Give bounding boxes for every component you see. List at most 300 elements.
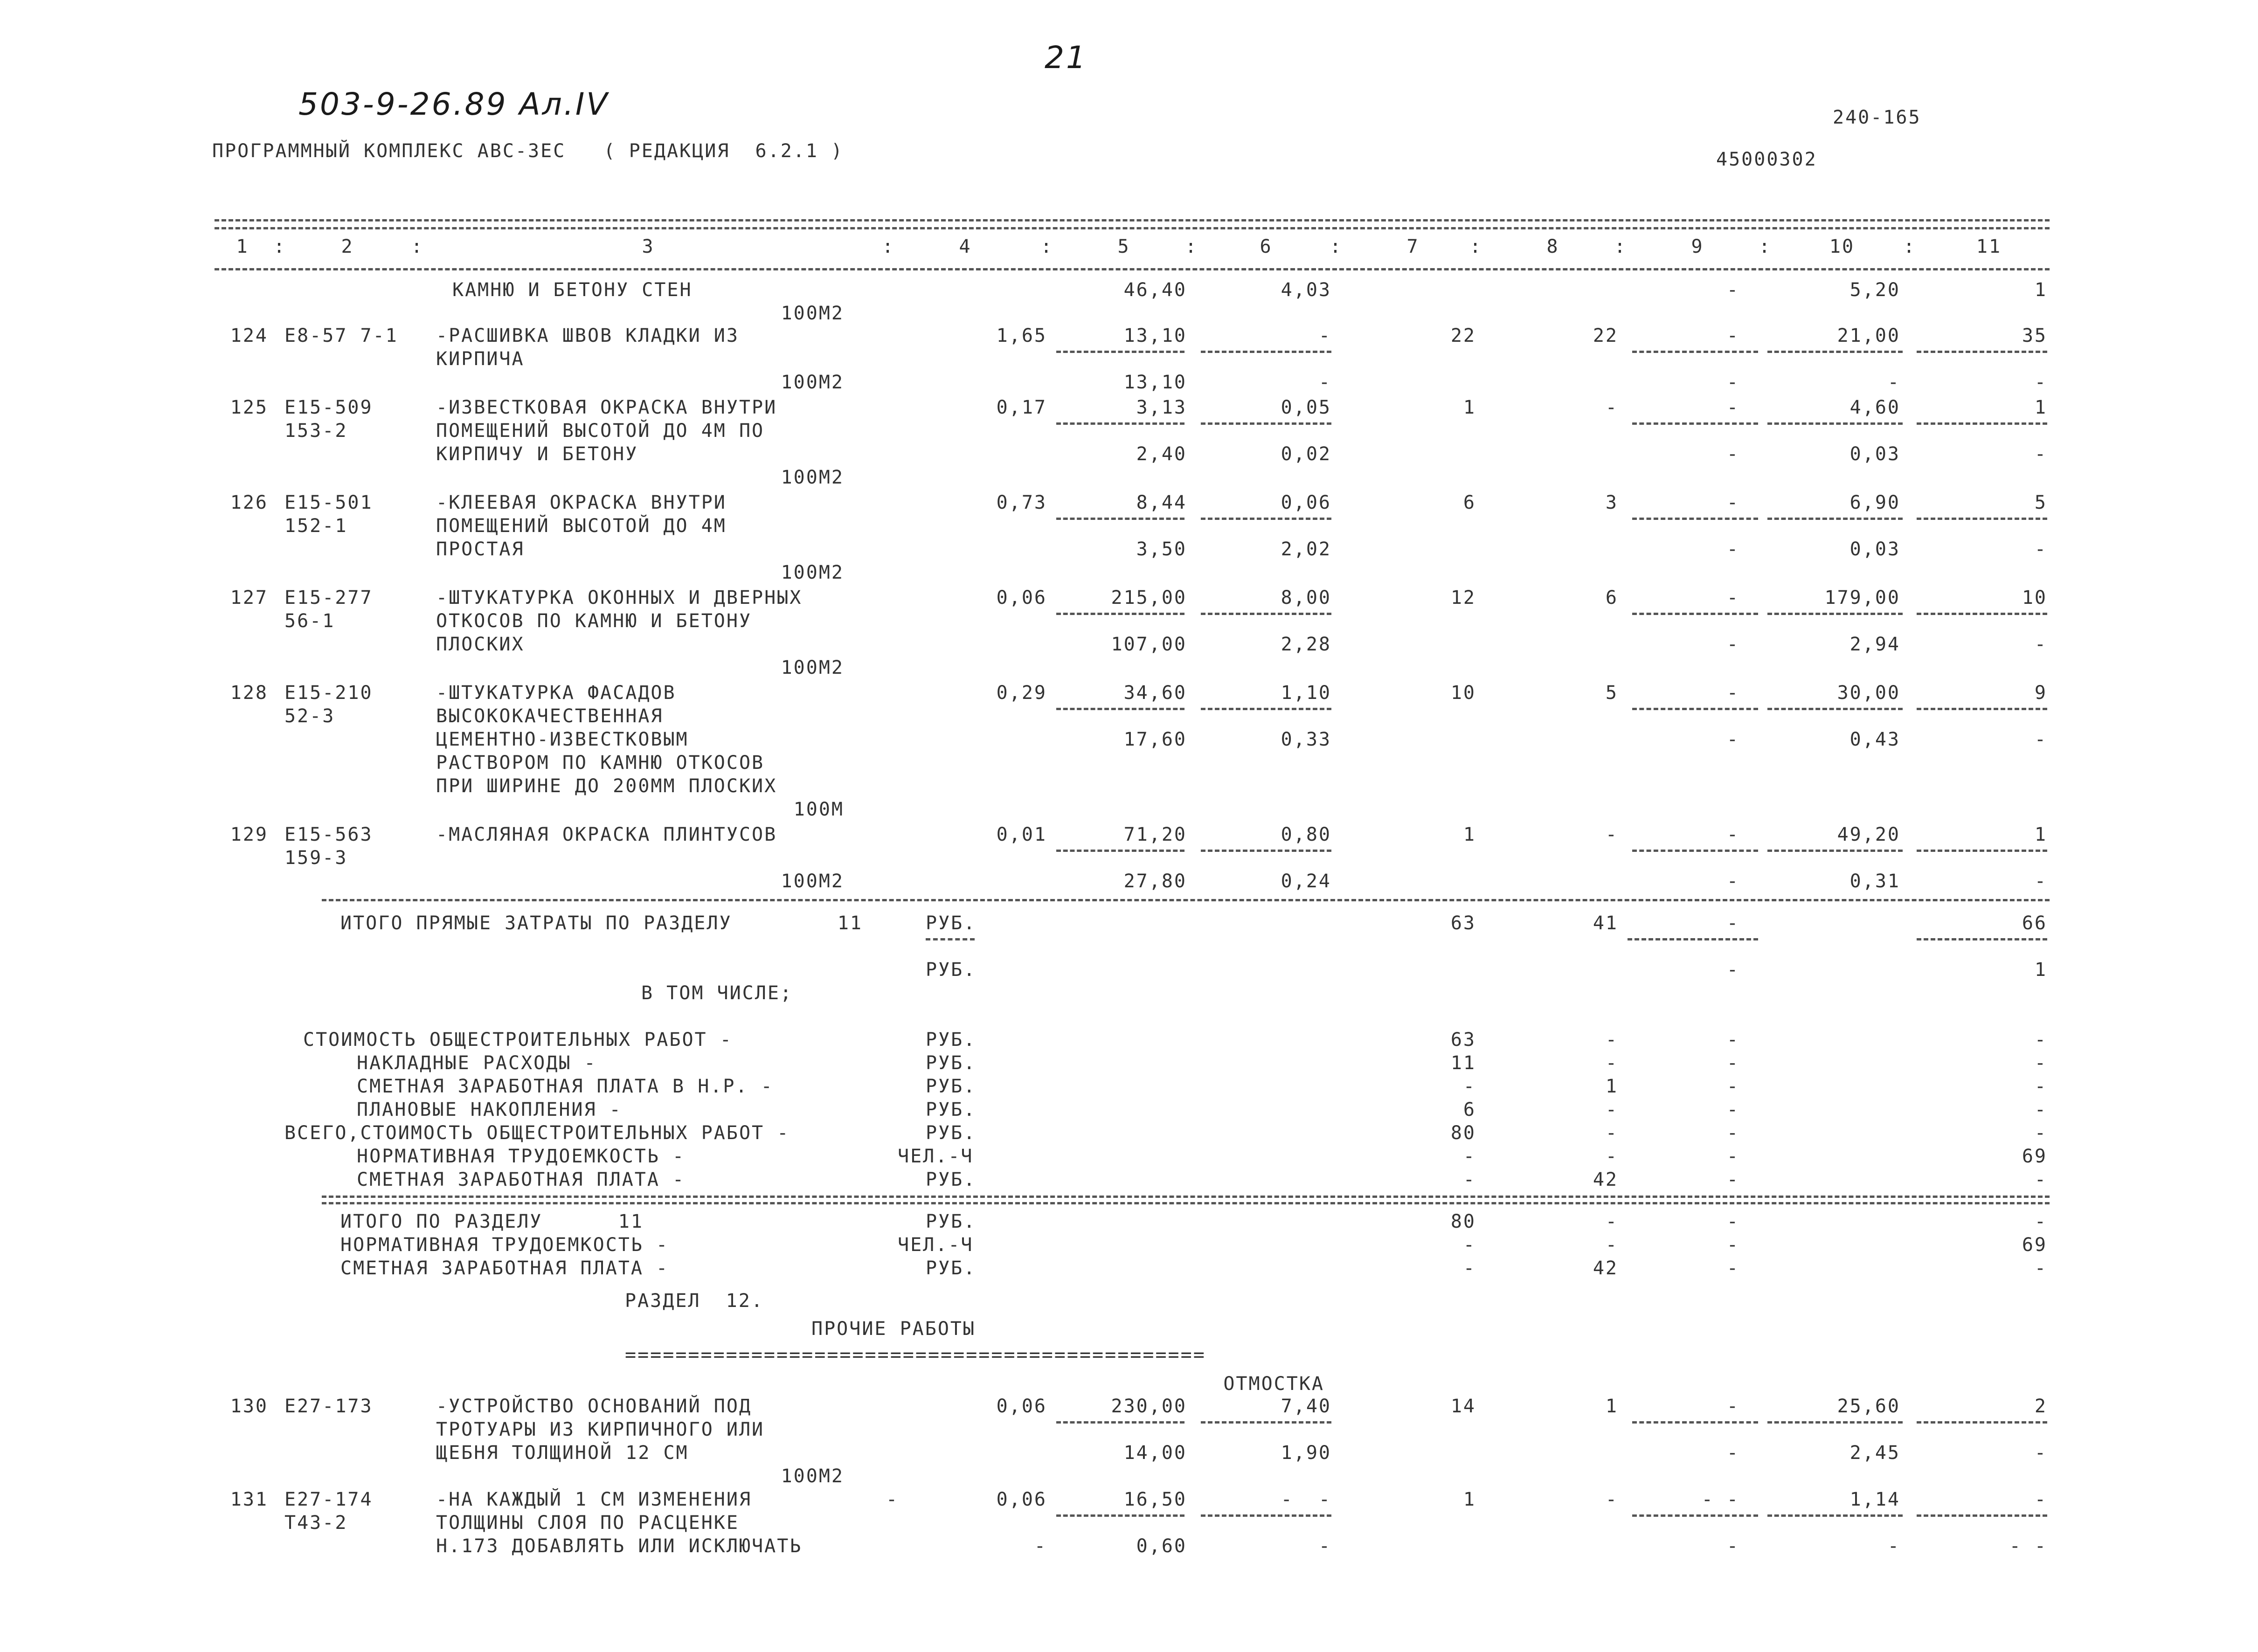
subtotal-rule <box>1917 518 2047 520</box>
value-c6b: - <box>1318 372 1331 393</box>
total-direct-unit: РУБ. <box>926 912 977 934</box>
including-label: В ТОМ ЧИСЛЕ; <box>641 982 793 1004</box>
column-header-1: 1 <box>236 236 249 257</box>
document-id: 45000302 <box>1716 149 1817 170</box>
value-c5b: 107,00 <box>1111 634 1187 655</box>
subtotal-rule <box>1056 613 1184 615</box>
cell-text: - <box>1726 1029 1739 1051</box>
norm-code: Е15-277 <box>284 587 373 608</box>
work-description: ПРИ ШИРИНЕ ДО 200ММ ПЛОСКИХ <box>436 775 777 797</box>
cell-text: - <box>1726 1169 1739 1190</box>
value-c6: - <box>1318 325 1331 346</box>
value-c11: 35 <box>2022 325 2047 346</box>
section-total-unit: РУБ. <box>926 1211 977 1232</box>
value-c4: 0,01 <box>996 824 1047 845</box>
cell-text: - <box>1605 1146 1618 1167</box>
subtotal-rule <box>1767 351 1903 353</box>
value-c10: 5,20 <box>1849 279 1900 301</box>
cell-text: 63 <box>1450 912 1476 934</box>
subtotal-rule <box>1632 850 1758 852</box>
subtotal-rule <box>1201 850 1331 852</box>
value-c5b: 17,60 <box>1123 729 1187 750</box>
value-c6: 1,10 <box>1281 682 1331 704</box>
value-c5: 34,60 <box>1123 682 1187 704</box>
value-c8: 22 <box>1593 325 1618 346</box>
norm-code: 159-3 <box>284 847 348 869</box>
value-c7: 14 <box>1450 1396 1476 1417</box>
value-c7: 1 <box>1463 824 1476 845</box>
row-number: 131 <box>230 1489 268 1510</box>
total-line-label: НАКЛАДНЫЕ РАСХОДЫ - <box>357 1052 597 1074</box>
note-label: ОТМОСТКА <box>1223 1373 1324 1395</box>
value-c4b: - <box>1034 1535 1047 1557</box>
cell-text: - <box>1463 1169 1476 1190</box>
value-c10b: 2,45 <box>1849 1442 1900 1464</box>
subtotal-rule <box>1056 351 1184 353</box>
unit-measure: 100М <box>793 799 844 820</box>
cell-text: 11 <box>1450 1052 1476 1074</box>
total-line-unit: РУБ. <box>926 1122 977 1144</box>
value-c9b: - <box>1726 539 1739 560</box>
column-header-10: 10 <box>1829 236 1855 257</box>
subtotal-rule <box>1767 1514 1903 1517</box>
value-c5: 46,40 <box>1123 279 1187 301</box>
value-c9: - <box>1726 325 1739 346</box>
unit-measure: 100М2 <box>781 657 844 678</box>
subtotal-rule <box>1917 1514 2047 1517</box>
section-total-label: СМЕТНАЯ ЗАРАБОТНАЯ ПЛАТА - <box>340 1258 669 1279</box>
table-top-rule <box>215 219 2050 221</box>
work-description: РАСТВОРОМ ПО КАМНЮ ОТКОСОВ <box>436 752 765 774</box>
column-header-2: 2 <box>341 236 354 257</box>
subtotal-rule <box>1632 422 1758 425</box>
value-c4: 0,06 <box>996 587 1047 608</box>
value-c9: - <box>1726 587 1739 608</box>
cell-text: - <box>1726 1258 1739 1279</box>
value-c6b: 0,24 <box>1281 871 1331 892</box>
value-c9: - <box>1726 279 1739 301</box>
norm-code: Е8-57 7-1 <box>284 325 398 346</box>
subtotal-rule <box>1201 351 1331 353</box>
section-underline: ============================================== <box>625 1344 1206 1366</box>
total-line-unit: РУБ. <box>926 1076 977 1097</box>
value-c11b: - <box>2034 1442 2047 1464</box>
value-c9: - <box>1726 682 1739 704</box>
value-c9b: - <box>1726 634 1739 655</box>
subtotal-rule <box>1917 613 2047 615</box>
value-c11b: - <box>2034 443 2047 465</box>
value-c11b: - <box>2034 871 2047 892</box>
value-c7: 1 <box>1463 1489 1476 1510</box>
section-subtitle: ПРОЧИЕ РАБОТЫ <box>811 1318 976 1340</box>
value-c8: 1 <box>1605 1396 1618 1417</box>
value-c4: 1,65 <box>996 325 1047 346</box>
value-c5b: 27,80 <box>1123 871 1187 892</box>
value-c5: 230,00 <box>1111 1396 1187 1417</box>
column-separator: : <box>1903 236 1916 257</box>
value-c4: 0,29 <box>996 682 1047 704</box>
work-description: ПРОСТАЯ <box>436 539 525 560</box>
value-c9: - <box>1726 1396 1739 1417</box>
norm-code: Е15-509 <box>284 397 373 418</box>
subtotal-rule <box>1632 518 1758 520</box>
work-description: ЦЕМЕНТНО-ИЗВЕСТКОВЫМ <box>436 729 689 750</box>
work-description: -ИЗВЕСТКОВАЯ ОКРАСКА ВНУТРИ <box>436 397 777 418</box>
subtotal-rule <box>1767 850 1903 852</box>
value-c11: 10 <box>2022 587 2047 608</box>
subtotal-rule <box>1056 1421 1184 1424</box>
value-c7: 1 <box>1463 397 1476 418</box>
cell-text: - <box>2034 1052 2047 1074</box>
cell-text: 42 <box>1593 1258 1618 1279</box>
subtotal-rule <box>1056 708 1184 710</box>
column-separator: : <box>1185 236 1198 257</box>
subtotal-rule <box>1767 708 1903 710</box>
value-c5: 3,13 <box>1136 397 1187 418</box>
unit-measure: 100М2 <box>781 372 844 393</box>
work-description: -НА КАЖДЫЙ 1 СМ ИЗМЕНЕНИЯ <box>436 1489 752 1510</box>
value-c10: 21,00 <box>1837 325 1900 346</box>
value-c10b: 0,03 <box>1849 539 1900 560</box>
value-c10b: - <box>1887 1535 1900 1557</box>
work-description: -МАСЛЯНАЯ ОКРАСКА ПЛИНТУСОВ <box>436 824 777 845</box>
total-line-label: СТОИМОСТЬ ОБЩЕСТРОИТЕЛЬНЫХ РАБОТ - <box>303 1029 733 1051</box>
row-number: 130 <box>230 1396 268 1417</box>
cell-text: - <box>1726 959 1739 981</box>
dash-mark: - <box>886 1489 899 1510</box>
value-c7: 22 <box>1450 325 1476 346</box>
value-c5b: 0,60 <box>1136 1535 1187 1557</box>
cell-text: - <box>1463 1258 1476 1279</box>
work-description: КАМНЮ И БЕТОНУ СТЕН <box>452 279 693 301</box>
value-c9b: - <box>1726 1535 1739 1557</box>
section-rule <box>322 899 2050 901</box>
value-c9b: - <box>1726 729 1739 750</box>
value-c5b: 14,00 <box>1123 1442 1187 1464</box>
section-rule <box>322 1202 2050 1204</box>
value-c6: 0,80 <box>1281 824 1331 845</box>
norm-code: Е15-210 <box>284 682 373 704</box>
row-number: 127 <box>230 587 268 608</box>
cell-text: 63 <box>1450 1029 1476 1051</box>
value-c9b: - <box>1726 443 1739 465</box>
value-c11: 2 <box>2034 1396 2047 1417</box>
total-direct-section: 11 <box>837 912 863 934</box>
row-number: 125 <box>230 397 268 418</box>
work-description: ТОЛЩИНЫ СЛОЯ ПО РАСЦЕНКЕ <box>436 1512 739 1534</box>
value-c10b: 0,03 <box>1849 443 1900 465</box>
column-header-6: 6 <box>1260 236 1273 257</box>
value-c11b: - <box>2034 729 2047 750</box>
cell-text: - <box>1726 912 1739 934</box>
norm-code: Е15-563 <box>284 824 373 845</box>
value-c9: - <box>1726 492 1739 513</box>
value-c6b: 0,02 <box>1281 443 1331 465</box>
norm-code: Т43-2 <box>284 1512 348 1534</box>
work-description: ПЛОСКИХ <box>436 634 525 655</box>
cell-text: - <box>1726 1076 1739 1097</box>
total-line-unit: РУБ. <box>926 1052 977 1074</box>
value-c8: - <box>1605 1489 1618 1510</box>
cell-text: - <box>2034 1029 2047 1051</box>
cell-text: 1 <box>1605 1076 1618 1097</box>
column-separator: : <box>1040 236 1053 257</box>
header-bottom-rule <box>215 268 2050 270</box>
column-separator: : <box>1469 236 1482 257</box>
cell-text: - <box>1463 1234 1476 1256</box>
subtotal-rule <box>1201 1421 1331 1424</box>
cell-text: - <box>1726 1146 1739 1167</box>
work-description: ПОМЕЩЕНИЙ ВЫСОТОЙ ДО 4М <box>436 515 727 537</box>
cell-text: - <box>1726 1211 1739 1232</box>
column-separator: : <box>1759 236 1772 257</box>
short-rule <box>1917 938 2047 940</box>
work-description: ТРОТУАРЫ ИЗ КИРПИЧНОГО ИЛИ <box>436 1419 765 1440</box>
value-c6b: 2,02 <box>1281 539 1331 560</box>
subtotal-rule <box>1632 1514 1758 1517</box>
work-description: КИРПИЧУ И БЕТОНУ <box>436 443 638 465</box>
work-description: ПОМЕЩЕНИЙ ВЫСОТОЙ ДО 4М ПО <box>436 420 765 442</box>
value-c5b: 3,50 <box>1136 539 1187 560</box>
cell-text: - <box>1605 1122 1618 1144</box>
subtotal-rule <box>1917 708 2047 710</box>
program-title: ПРОГРАММНЫЙ КОМПЛЕКС АВС-3ЕС ( РЕДАКЦИЯ 6.2.1 ) <box>212 140 844 162</box>
row-number: 124 <box>230 325 268 346</box>
cell-text: 6 <box>1463 1099 1476 1120</box>
value-c9: - <box>1726 397 1739 418</box>
cell-text: 80 <box>1450 1211 1476 1232</box>
subtotal-rule <box>1632 613 1758 615</box>
subtotal-rule <box>1201 613 1331 615</box>
value-c4: 0,06 <box>996 1396 1047 1417</box>
page-number: 21 <box>1045 40 1087 76</box>
work-description: ОТКОСОВ ПО КАМНЮ И БЕТОНУ <box>436 610 752 632</box>
unit-measure: 100М2 <box>781 467 844 488</box>
total-line-label: СМЕТНАЯ ЗАРАБОТНАЯ ПЛАТА - <box>357 1169 686 1190</box>
total-line-label: ВСЕГО,СТОИМОСТЬ ОБЩЕСТРОИТЕЛЬНЫХ РАБОТ - <box>284 1122 790 1144</box>
subtotal-rule <box>1917 351 2047 353</box>
value-c6b: 0,33 <box>1281 729 1331 750</box>
value-c10b: 0,43 <box>1849 729 1900 750</box>
value-c9b: - <box>1726 1442 1739 1464</box>
value-c8: 3 <box>1605 492 1618 513</box>
value-c6b: 2,28 <box>1281 634 1331 655</box>
value-c9: - <box>1726 824 1739 845</box>
column-header-11: 11 <box>1976 236 2002 257</box>
section-total-label: ИТОГО ПО РАЗДЕЛУ 11 <box>340 1211 644 1232</box>
work-description: -ШТУКАТУРКА ФАСАДОВ <box>436 682 676 704</box>
value-c10b: 2,94 <box>1849 634 1900 655</box>
value-c7: 10 <box>1450 682 1476 704</box>
subtotal-rule <box>1632 1421 1758 1424</box>
value-c5: 71,20 <box>1123 824 1187 845</box>
value-c4: 0,73 <box>996 492 1047 513</box>
subtotal-rule <box>1201 422 1331 425</box>
subtotal-rule <box>1767 518 1903 520</box>
cell-text: - <box>1605 1052 1618 1074</box>
value-c9: - - <box>1701 1489 1739 1510</box>
value-c10: 6,90 <box>1849 492 1900 513</box>
norm-code: 56-1 <box>284 610 335 632</box>
value-c10b: 0,31 <box>1849 871 1900 892</box>
column-header-8: 8 <box>1546 236 1559 257</box>
cell-text: - <box>1605 1029 1618 1051</box>
value-c11b: - <box>2034 634 2047 655</box>
cell-text: - <box>2034 1076 2047 1097</box>
norm-code: 153-2 <box>284 420 348 442</box>
value-c11b: - - <box>2009 1535 2047 1557</box>
value-c10: 25,60 <box>1837 1396 1900 1417</box>
column-header-3: 3 <box>642 236 655 257</box>
total-direct-label: ИТОГО ПРЯМЫЕ ЗАТРАТЫ ПО РАЗДЕЛУ <box>340 912 732 934</box>
value-c11b: - <box>2034 539 2047 560</box>
total-line-unit: ЧЕЛ.-Ч <box>898 1146 974 1167</box>
value-c9b: - <box>1726 372 1739 393</box>
work-description: -УСТРОЙСТВО ОСНОВАНИЙ ПОД <box>436 1396 752 1417</box>
subtotal-rule <box>1917 1421 2047 1424</box>
subtotal-rule <box>1767 613 1903 615</box>
unit-measure: 100М2 <box>781 871 844 892</box>
cell-text: - <box>1463 1146 1476 1167</box>
section-total-unit: РУБ. <box>926 1258 977 1279</box>
value-c7: 12 <box>1450 587 1476 608</box>
row-number: 126 <box>230 492 268 513</box>
value-c10: 4,60 <box>1849 397 1900 418</box>
unit-measure: 100М2 <box>781 303 844 324</box>
total-line-unit: РУБ. <box>926 1099 977 1120</box>
cell-text: - <box>2034 1099 2047 1120</box>
value-c10: 30,00 <box>1837 682 1900 704</box>
total-line-label: ПЛАНОВЫЕ НАКОПЛЕНИЯ - <box>357 1099 622 1120</box>
short-rule <box>926 938 975 940</box>
column-separator: : <box>1614 236 1627 257</box>
work-description: -РАСШИВКА ШВОВ КЛАДКИ ИЗ <box>436 325 739 346</box>
value-c6: 0,06 <box>1281 492 1331 513</box>
value-c5: 8,44 <box>1136 492 1187 513</box>
subtotal-rule <box>1056 850 1184 852</box>
column-separator: : <box>1330 236 1343 257</box>
cell-text: - <box>1726 1052 1739 1074</box>
value-c11: - <box>2034 1489 2047 1510</box>
value-c6b: - <box>1318 1535 1331 1557</box>
value-c5b: 13,10 <box>1123 372 1187 393</box>
value-c11b: - <box>2034 372 2047 393</box>
value-c8: - <box>1605 824 1618 845</box>
norm-code: 52-3 <box>284 705 335 727</box>
cell-text: - <box>2034 1122 2047 1144</box>
section-rule <box>322 1196 2050 1198</box>
unit-measure: 100М2 <box>781 562 844 583</box>
value-c11: 1 <box>2034 279 2047 301</box>
work-description: ЩЕБНЯ ТОЛЩИНОЙ 12 СМ <box>436 1442 689 1464</box>
column-header-7: 7 <box>1406 236 1420 257</box>
unit-rub: РУБ. <box>926 959 977 981</box>
value-c11: 5 <box>2034 492 2047 513</box>
cell-text: - <box>1605 1234 1618 1256</box>
value-c11: 1 <box>2034 397 2047 418</box>
norm-code: 152-1 <box>284 515 348 537</box>
value-c5: 215,00 <box>1111 587 1187 608</box>
value-c6: 0,05 <box>1281 397 1331 418</box>
value-c11: 9 <box>2034 682 2047 704</box>
work-description: Н.173 ДОБАВЛЯТЬ ИЛИ ИСКЛЮЧАТЬ <box>436 1535 803 1557</box>
cell-text: 69 <box>2022 1146 2047 1167</box>
cell-text: - <box>1605 1099 1618 1120</box>
column-header-9: 9 <box>1691 236 1704 257</box>
value-c10b: - <box>1887 372 1900 393</box>
norm-code: Е27-173 <box>284 1396 373 1417</box>
subtotal-rule <box>1767 422 1903 425</box>
subtotal-rule <box>1201 708 1331 710</box>
norm-code: Е15-501 <box>284 492 373 513</box>
work-description: ВЫСОКОКАЧЕСТВЕННАЯ <box>436 705 664 727</box>
value-c6: - - <box>1281 1489 1331 1510</box>
row-number: 128 <box>230 682 268 704</box>
work-description: КИРПИЧА <box>436 348 525 370</box>
subtotal-rule <box>1767 1421 1903 1424</box>
subtotal-rule <box>1632 351 1758 353</box>
value-c11: 1 <box>2034 824 2047 845</box>
subtotal-rule <box>1056 1514 1184 1517</box>
value-c4: 0,06 <box>996 1489 1047 1510</box>
value-c10: 49,20 <box>1837 824 1900 845</box>
subtotal-rule <box>1056 422 1184 425</box>
section-total-unit: ЧЕЛ.-Ч <box>898 1234 974 1256</box>
cell-text: - <box>2034 1258 2047 1279</box>
value-c5: 16,50 <box>1123 1489 1187 1510</box>
value-c5b: 2,40 <box>1136 443 1187 465</box>
cell-text: - <box>1726 1234 1739 1256</box>
column-separator: : <box>882 236 895 257</box>
column-header-5: 5 <box>1117 236 1130 257</box>
cell-text: 80 <box>1450 1122 1476 1144</box>
short-rule <box>1628 938 1758 940</box>
column-header-4: 4 <box>959 236 972 257</box>
value-c8: 5 <box>1605 682 1618 704</box>
cell-text: 66 <box>2022 912 2047 934</box>
value-c6: 4,03 <box>1281 279 1331 301</box>
section-title: РАЗДЕЛ 12. <box>625 1290 764 1312</box>
section-total-label: НОРМАТИВНАЯ ТРУДОЕМКОСТЬ - <box>340 1234 669 1256</box>
subtotal-rule <box>1201 1514 1331 1517</box>
value-c10: 1,14 <box>1849 1489 1900 1510</box>
value-c8: - <box>1605 397 1618 418</box>
sheet-code: 240-165 <box>1833 107 1921 128</box>
work-description: -ШТУКАТУРКА ОКОННЫХ И ДВЕРНЫХ <box>436 587 803 608</box>
cell-text: 69 <box>2022 1234 2047 1256</box>
cell-text: 41 <box>1593 912 1618 934</box>
norm-code: Е27-174 <box>284 1489 373 1510</box>
cell-text: - <box>2034 1211 2047 1232</box>
cell-text: - <box>1726 1099 1739 1120</box>
column-separator: : <box>411 236 424 257</box>
subtotal-rule <box>1917 850 2047 852</box>
value-c7: 6 <box>1463 492 1476 513</box>
value-c6: 8,00 <box>1281 587 1331 608</box>
cell-text: - <box>1726 1122 1739 1144</box>
document-code: 503-9-26.89 Ал.IV <box>298 86 610 122</box>
value-c6: 7,40 <box>1281 1396 1331 1417</box>
total-line-label: СМЕТНАЯ ЗАРАБОТНАЯ ПЛАТА В Н.Р. - <box>357 1076 774 1097</box>
cell-text: - <box>2034 1169 2047 1190</box>
value-c9b: - <box>1726 871 1739 892</box>
cell-text: - <box>1605 1211 1618 1232</box>
total-line-label: НОРМАТИВНАЯ ТРУДОЕМКОСТЬ - <box>357 1146 686 1167</box>
subtotal-rule <box>1201 518 1331 520</box>
subtotal-rule <box>1917 422 2047 425</box>
value-c4: 0,17 <box>996 397 1047 418</box>
row-number: 129 <box>230 824 268 845</box>
